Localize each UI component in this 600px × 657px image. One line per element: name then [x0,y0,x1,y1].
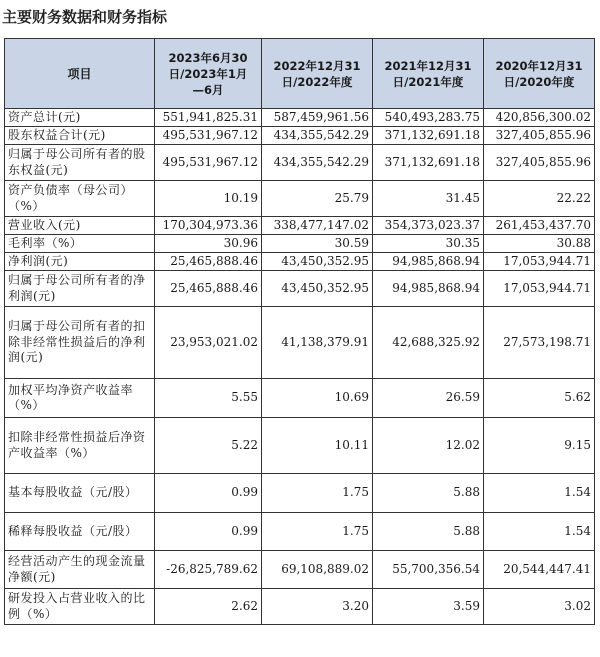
table-row [5,235,595,253]
cell-value: 420,856,300.02 [484,109,595,127]
cell-value: 27,573,198.71 [484,307,595,379]
column-header-item: 项目 [5,39,155,109]
cell-value: 1.54 [484,474,595,513]
row-label: 净利润(元) [5,253,155,271]
cell-value: 22.22 [484,181,595,217]
financial-data-table [4,38,595,625]
cell-value: 10.19 [155,181,262,217]
table-body [5,109,595,625]
cell-value: 1.54 [484,513,595,551]
cell-value: 42,688,325.92 [373,307,484,379]
cell-value: 43,450,352.95 [262,253,373,271]
cell-value: 55,700,356.54 [373,551,484,589]
cell-value: 434,355,542.29 [262,127,373,145]
row-label: 营业收入(元) [5,217,155,235]
cell-value: 1.75 [262,474,373,513]
cell-value: 69,108,889.02 [262,551,373,589]
table-row [5,217,595,235]
cell-value: 551,941,825.31 [155,109,262,127]
cell-value: 327,405,855.96 [484,145,595,181]
column-header-line: 日/2022年度 [281,74,353,89]
cell-value: 0.99 [155,474,262,513]
cell-value: 434,355,542.29 [262,145,373,181]
cell-value: 170,304,973.36 [155,217,262,235]
cell-value: 5.55 [155,379,262,418]
page-title: 主要财务数据和财务指标 [2,8,168,26]
cell-value: 5.88 [373,513,484,551]
cell-value: 0.99 [155,513,262,551]
cell-value: 261,453,437.70 [484,217,595,235]
cell-value: 5.62 [484,379,595,418]
table-header-row [5,39,595,109]
table-row [5,589,595,625]
row-label: 归属于母公司所有者的扣除非经常性损益后的净利润(元) [5,307,155,379]
row-label: 稀释每股收益（元/股） [5,513,155,551]
row-label: 归属于母公司所有者的净利润(元) [5,271,155,307]
column-header-line: —6月 [192,82,224,97]
row-label: 股东权益合计(元) [5,127,155,145]
cell-value: 495,531,967.12 [155,127,262,145]
row-label: 毛利率（%） [5,235,155,253]
cell-value: 25,465,888.46 [155,253,262,271]
cell-value: 5.88 [373,474,484,513]
row-label: 资产负债率（母公司）（%） [5,181,155,217]
column-header-2022 [262,39,373,109]
cell-value: 354,373,023.37 [373,217,484,235]
row-label: 归属于母公司所有者的股东权益(元) [5,145,155,181]
row-label: 研发投入占营业收入的比例（%） [5,589,155,625]
cell-value: 9.15 [484,418,595,474]
row-label: 经营活动产生的现金流量净额(元) [5,551,155,589]
cell-value: 371,132,691.18 [373,127,484,145]
table-row [5,181,595,217]
cell-value: 540,493,283.75 [373,109,484,127]
table-row [5,474,595,513]
table-row [5,109,595,127]
column-header-line: 2020年12月31 [495,58,583,73]
column-header-2021 [373,39,484,109]
table-row [5,253,595,271]
table-row [5,145,595,181]
row-label: 扣除非经常性损益后净资产收益率（%） [5,418,155,474]
column-header-line: 2022年12月31 [273,58,361,73]
cell-value: 495,531,967.12 [155,145,262,181]
cell-value: 30.96 [155,235,262,253]
cell-value: 1.75 [262,513,373,551]
table-row [5,307,595,379]
cell-value: 94,985,868.94 [373,253,484,271]
cell-value: 30.59 [262,235,373,253]
row-label: 资产总计(元) [5,109,155,127]
column-header-line: 2021年12月31 [384,58,472,73]
table-row [5,127,595,145]
table-row [5,418,595,474]
cell-value: 17,053,944.71 [484,271,595,307]
table-row [5,551,595,589]
cell-value: 17,053,944.71 [484,253,595,271]
cell-value: 12.02 [373,418,484,474]
cell-value: 26.59 [373,379,484,418]
cell-value: 10.69 [262,379,373,418]
cell-value: 41,138,379.91 [262,307,373,379]
cell-value: 10.11 [262,418,373,474]
column-header-line: 2023年6月30 [168,50,248,65]
cell-value: 43,450,352.95 [262,271,373,307]
cell-value: 25.79 [262,181,373,217]
column-header-line: 日/2023年1月 [168,66,248,81]
column-header-line: 日/2021年度 [392,74,464,89]
row-label: 加权平均净资产收益率（%） [5,379,155,418]
column-header-line: 日/2020年度 [503,74,575,89]
table-row [5,379,595,418]
cell-value: 371,132,691.18 [373,145,484,181]
cell-value: 94,985,868.94 [373,271,484,307]
cell-value: 5.22 [155,418,262,474]
cell-value: 23,953,021.02 [155,307,262,379]
cell-value: 327,405,855.96 [484,127,595,145]
row-label: 基本每股收益（元/股） [5,474,155,513]
cell-value: 20,544,447.41 [484,551,595,589]
cell-value: 3.02 [484,589,595,625]
table-row [5,513,595,551]
cell-value: 30.35 [373,235,484,253]
cell-value: 31.45 [373,181,484,217]
cell-value: 587,459,961.56 [262,109,373,127]
column-header-2023h1 [155,39,262,109]
column-header-2020 [484,39,595,109]
table-row [5,271,595,307]
cell-value: 25,465,888.46 [155,271,262,307]
cell-value: 3.59 [373,589,484,625]
cell-value: 3.20 [262,589,373,625]
cell-value: 338,477,147.02 [262,217,373,235]
cell-value: 30.88 [484,235,595,253]
cell-value: 2.62 [155,589,262,625]
cell-value: -26,825,789.62 [155,551,262,589]
